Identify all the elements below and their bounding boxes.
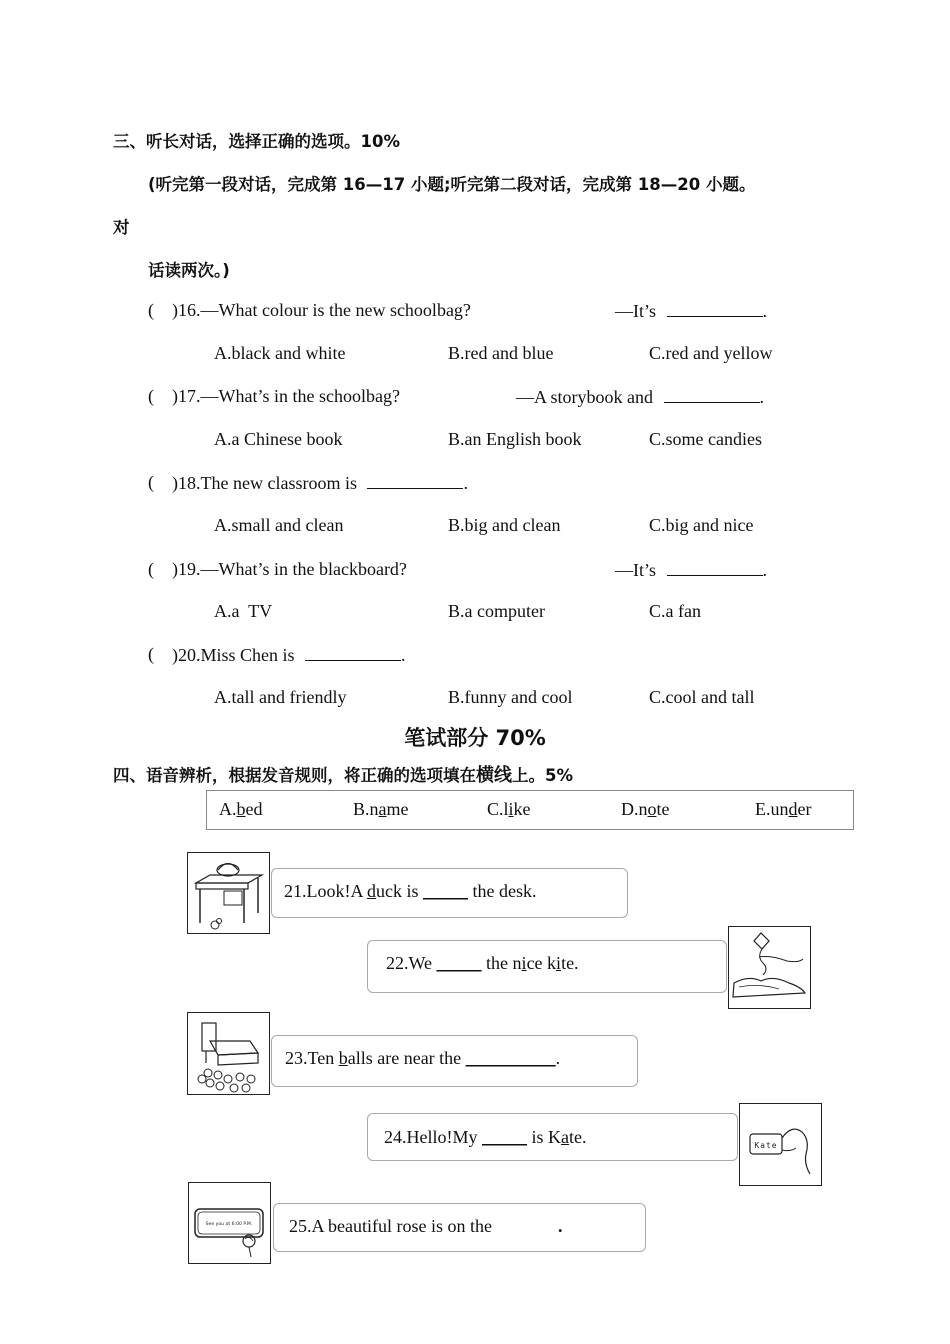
q22-bubble	[367, 940, 727, 993]
q21-bubble	[271, 868, 628, 918]
q23-bubble	[271, 1035, 638, 1087]
name-card-text: Kate	[754, 1141, 778, 1150]
kite-icon	[729, 927, 810, 1008]
desk-picture	[187, 852, 270, 934]
q25-period: .	[558, 1216, 563, 1236]
section3-instruction-1: (听完第一段对话，完成第 16—17 小题;听完第二段对话，完成第 18—20 小题。	[148, 175, 756, 194]
q17-option-a[interactable]: A.a Chinese book	[214, 429, 343, 449]
q19-stem: )19.—What’s in the blackboard?	[172, 559, 407, 579]
q18-option-b[interactable]: B.big and clean	[448, 515, 561, 535]
q20-paren: (	[148, 644, 154, 664]
q19-answer: —It’s .	[615, 560, 768, 580]
q16-option-c[interactable]: C.red and yellow	[649, 343, 773, 363]
q18-option-c[interactable]: C.big and nice	[649, 515, 754, 535]
q21-blank[interactable]: _____	[423, 881, 468, 901]
q17-stem: )17.—What’s in the schoolbag?	[172, 386, 400, 406]
q16-option-b[interactable]: B.red and blue	[448, 343, 554, 363]
q17-answer-prefix: —A storybook and	[516, 387, 653, 407]
q16-blank[interactable]	[667, 300, 763, 317]
section4-heading	[113, 761, 573, 787]
q18-option-a[interactable]: A.small and clean	[214, 515, 344, 535]
q17-answer: —A storybook and .	[516, 387, 764, 407]
q20-option-a[interactable]: A.tall and friendly	[214, 687, 347, 707]
q25-bubble	[273, 1203, 646, 1252]
q20-stem: )20.Miss Chen is	[172, 645, 295, 665]
bed-with-balls-icon	[188, 1013, 269, 1094]
phonics-option-b: B.name	[353, 799, 409, 819]
q18-line: )18.The new classroom is .	[172, 473, 468, 493]
section4-heading-part1: 四、语音辨析，根据发音规则，将正确的选项填在	[113, 766, 476, 785]
q16-answer: —It’s .	[615, 301, 768, 321]
q17-blank[interactable]	[664, 386, 760, 403]
q16-stem: )16.—What colour is the new schoolbag?	[172, 300, 471, 320]
q20-option-b[interactable]: B.funny and cool	[448, 687, 573, 707]
q17-paren: (	[148, 386, 154, 406]
desk-icon	[188, 853, 269, 933]
q16-answer-prefix: —It’s	[615, 301, 657, 321]
section3-instruction-3: 话读两次。)	[148, 261, 230, 280]
phonics-option-c: C.like	[487, 799, 531, 819]
hand-holding-card-icon	[740, 1104, 821, 1185]
written-part-title: 笔试部分 70%	[404, 726, 546, 750]
q24-blank[interactable]: _____	[482, 1127, 527, 1147]
q22-text: 22.We _____ the nice kite.	[386, 953, 579, 973]
q17-option-b[interactable]: B.an English book	[448, 429, 582, 449]
q16-paren: (	[148, 300, 154, 320]
q20-option-c[interactable]: C.cool and tall	[649, 687, 755, 707]
q19-paren: (	[148, 559, 154, 579]
q19-option-b[interactable]: B.a computer	[448, 601, 545, 621]
section4-heading-part2: 上。5%	[512, 766, 574, 785]
q19-blank[interactable]	[667, 559, 763, 576]
q16-option-a[interactable]: A.black and white	[214, 343, 346, 363]
q23-text: 23.Ten balls are near the __________.	[285, 1048, 561, 1068]
phonics-option-d: D.note	[621, 799, 670, 819]
q24-text: 24.Hello!My _____ is Kate.	[384, 1127, 587, 1147]
q19-option-a[interactable]: A.a TV	[214, 601, 273, 621]
q22-blank[interactable]: _____	[436, 953, 482, 973]
q17-option-c[interactable]: C.some candies	[649, 429, 762, 449]
q21-text: 21.Look!A duck is _____ the desk.	[284, 881, 537, 901]
phonics-option-e: E.under	[755, 799, 812, 819]
section3-instruction-2: 对	[113, 218, 130, 237]
kite-picture	[728, 926, 811, 1009]
section3-heading: 三、听长对话，选择正确的选项。10%	[113, 132, 400, 151]
q20-line: )20.Miss Chen is .	[172, 645, 406, 665]
q23-blank[interactable]: __________	[465, 1048, 556, 1068]
name-card-picture	[739, 1103, 822, 1186]
note-picture	[188, 1182, 271, 1264]
note-text: See you at 6:00 P.M.	[205, 1222, 253, 1227]
bed-picture	[187, 1012, 270, 1095]
q24-bubble	[367, 1113, 738, 1161]
q20-blank[interactable]	[305, 644, 401, 661]
phonics-option-a: A.bed	[219, 799, 263, 819]
q19-option-c[interactable]: C.a fan	[649, 601, 701, 621]
q18-stem: )18.The new classroom is	[172, 473, 357, 493]
q19-answer-prefix: —It’s	[615, 560, 657, 580]
section4-heading-emphasis: 横线	[476, 765, 512, 786]
q18-blank[interactable]	[367, 472, 463, 489]
q25-text: 25.A beautiful rose is on the	[289, 1216, 492, 1236]
q18-paren: (	[148, 472, 154, 492]
phonics-options-table	[206, 790, 854, 830]
note-with-rose-icon	[189, 1183, 270, 1263]
